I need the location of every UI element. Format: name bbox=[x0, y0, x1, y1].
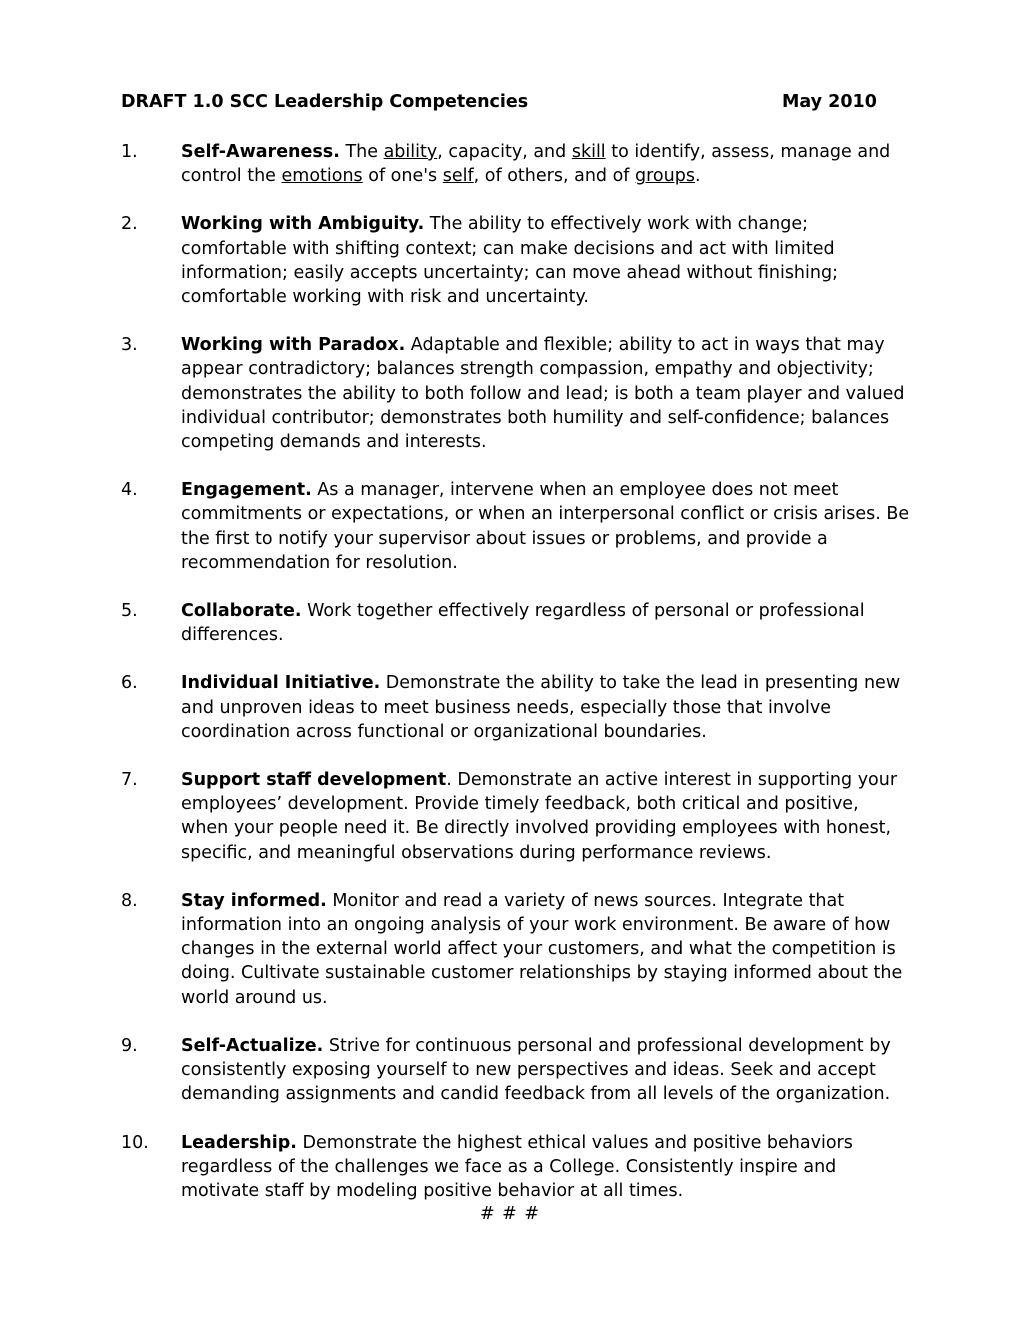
item-number: 9. bbox=[121, 1035, 138, 1056]
competency-item-leadership bbox=[121, 1131, 911, 1204]
item-text: The ability to effectively work with change; comfortable with shifting context; can make decisions and act with limited information; easily accepts uncertainty; can move ahead without finishing; comfortable working with risk and uncertainty. bbox=[181, 214, 838, 308]
item-text: , of others, and of bbox=[473, 166, 636, 187]
document-header bbox=[121, 92, 881, 116]
item-text: . bbox=[694, 166, 701, 187]
competency-item-individual-initiative bbox=[121, 671, 911, 744]
item-number: 8. bbox=[121, 890, 138, 911]
item-number: 2. bbox=[121, 214, 138, 235]
competency-item-support-staff-development bbox=[121, 768, 911, 865]
item-text: Strive for continuous personal and professional development by consistently exposing yourself to new perspectives and ideas. Seek and accept demanding assignments and candid feedback from all levels of the organization. bbox=[181, 1035, 891, 1105]
competency-item-self-actualize bbox=[121, 1034, 911, 1107]
item-term: Working with Ambiguity. bbox=[181, 214, 425, 235]
item-term: Working with Paradox. bbox=[181, 335, 406, 356]
item-text: . Demonstrate an active interest in supporting your employees’ development. Provide timely feedback, both critical and positive, when your people need it. Be directly involved providing employees with honest, specific, and meaningful observations during performance reviews. bbox=[181, 770, 898, 863]
item-term: Engagement. bbox=[181, 480, 312, 501]
item-text: As a manager, intervene when an employee does not meet commitments or expectations, or when an interpersonal conflict or crisis arises. Be the first to notify your supervisor about issues or problems, and provide a recommendation for resolution. bbox=[181, 480, 910, 573]
item-number: 7. bbox=[121, 770, 138, 791]
document-date: May 2010 bbox=[782, 92, 877, 112]
item-term: Self-Actualize. bbox=[181, 1035, 324, 1056]
competency-item-working-with-paradox bbox=[121, 333, 911, 454]
emotions-link[interactable]: emotions bbox=[281, 166, 363, 187]
item-text: Work together effectively regardless of personal or professional differences. bbox=[181, 601, 865, 646]
competency-item-working-with-ambiguity bbox=[121, 212, 911, 309]
item-number: 1. bbox=[121, 142, 138, 162]
item-text: Adaptable and flexible; ability to act in ways that may appear contradictory; balances strength compassion, empathy and objectivity; demonstrates the ability to both follow and lead; is both a team player and valued individual contributor; demonstrates both humility and self-confidence; balances competing demands and interests. bbox=[181, 335, 905, 453]
item-number: 10. bbox=[121, 1132, 149, 1153]
item-text: Demonstrate the highest ethical values and positive behaviors regardless of the challenges we face as a College. Consistently inspire and motivate staff by modeling positive behavior at all times. bbox=[181, 1132, 853, 1201]
competency-item-stay-informed bbox=[121, 889, 911, 1010]
item-term: Self-Awareness. bbox=[181, 142, 340, 162]
skill-link[interactable]: skill bbox=[571, 142, 606, 162]
item-term: Leadership. bbox=[181, 1132, 297, 1153]
item-term: Stay informed. bbox=[181, 890, 327, 911]
item-number: 3. bbox=[121, 335, 138, 356]
item-text: The bbox=[339, 142, 384, 162]
competency-item-engagement bbox=[121, 478, 911, 575]
item-text: , capacity, and bbox=[437, 142, 572, 162]
item-number: 6. bbox=[121, 673, 138, 694]
document-title: DRAFT 1.0 SCC Leadership Competencies bbox=[121, 92, 529, 112]
end-mark: # # # bbox=[479, 1204, 541, 1224]
item-text: to identify, assess, manage and control the bbox=[181, 142, 891, 187]
item-term: Collaborate. bbox=[181, 601, 302, 622]
item-number: 4. bbox=[121, 480, 138, 501]
item-text: Demonstrate the ability to take the lead in presenting new and unproven ideas to meet business needs, especially those that involve coordination across functional or organizational boundaries. bbox=[181, 673, 901, 742]
competency-item-collaborate bbox=[121, 599, 911, 647]
groups-link[interactable]: groups bbox=[635, 166, 695, 187]
item-term: Support staff development bbox=[181, 770, 447, 791]
item-text: of one's bbox=[362, 166, 443, 187]
competency-list bbox=[121, 140, 911, 1203]
item-text: Monitor and read a variety of news sources. Integrate that information into an ongoing analysis of your work environment. Be aware of how changes in the external world affect your customers, and what the competition is doing. Cultivate sustainable customer relationships by staying informed about the world around us. bbox=[181, 890, 903, 1008]
self-link[interactable]: self bbox=[442, 166, 474, 187]
competency-item-self-awareness bbox=[121, 140, 911, 188]
ability-link[interactable]: ability bbox=[383, 142, 438, 162]
item-term: Individual Initiative. bbox=[181, 673, 381, 694]
item-number: 5. bbox=[121, 601, 138, 622]
